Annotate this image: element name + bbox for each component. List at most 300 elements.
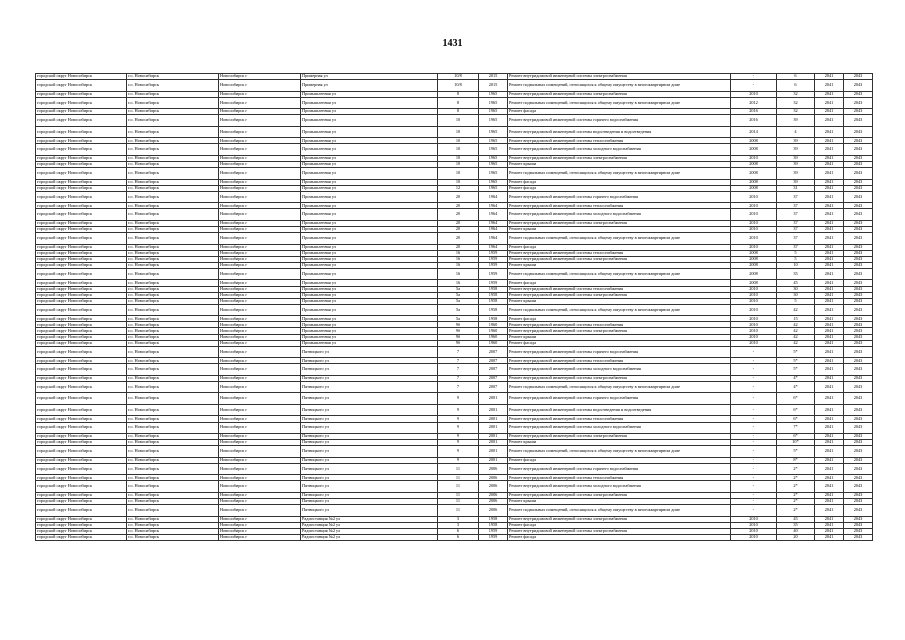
- cell-period-end: 2043: [844, 463, 873, 475]
- cell-period-start: 2041: [815, 457, 844, 463]
- cell-municipality: г.о. Новосибирск: [127, 144, 219, 156]
- cell-year-built: 2006: [479, 499, 508, 505]
- cell-period-end: 2043: [844, 256, 873, 262]
- cell-planned-year: 2008: [731, 250, 777, 256]
- cell-district: городской округ Новосибирск: [36, 250, 127, 256]
- cell-floors: 2*: [777, 463, 815, 475]
- cell-street: Примерная ул: [301, 74, 438, 80]
- cell-year-built: 1964: [479, 233, 508, 245]
- cell-locality: Новосибирск г: [219, 168, 301, 180]
- table-row: [36, 446, 873, 458]
- cell-floors: 32: [777, 97, 815, 109]
- cell-district: городской округ Новосибирск: [36, 522, 127, 528]
- cell-locality: Новосибирск г: [219, 334, 301, 340]
- cell-planned-year: -: [731, 375, 777, 381]
- cell-municipality: г.о. Новосибирск: [127, 74, 219, 80]
- cell-locality: Новосибирск г: [219, 416, 301, 422]
- cell-period-start: 2041: [815, 268, 844, 280]
- cell-municipality: г.о. Новосибирск: [127, 358, 219, 364]
- cell-locality: Новосибирск г: [219, 126, 301, 138]
- cell-house: 10: [438, 115, 479, 127]
- cell-work-type: Ремонт внутридомовой инженерной системы электроснабжения: [508, 256, 731, 262]
- cell-period-start: 2041: [815, 375, 844, 381]
- cell-district: городской округ Новосибирск: [36, 475, 127, 481]
- cell-year-built: 1959: [479, 534, 508, 540]
- cell-street: Пятницкого ул: [301, 463, 438, 475]
- cell-year-built: 1959: [479, 250, 508, 256]
- cell-floors: 37: [777, 203, 815, 209]
- cell-house: 20: [438, 233, 479, 245]
- cell-period-start: 2041: [815, 262, 844, 268]
- cell-work-type: Ремонт внутридомовой инженерной системы горячего водоснабжения: [508, 191, 731, 203]
- cell-house: 10: [438, 126, 479, 138]
- cell-locality: Новосибирск г: [219, 185, 301, 191]
- table-row: [36, 80, 873, 92]
- cell-planned-year: -: [731, 446, 777, 458]
- cell-locality: Новосибирск г: [219, 304, 301, 316]
- cell-municipality: г.о. Новосибирск: [127, 250, 219, 256]
- cell-municipality: г.о. Новосибирск: [127, 457, 219, 463]
- cell-municipality: г.о. Новосибирск: [127, 226, 219, 232]
- cell-planned-year: 2008: [731, 262, 777, 268]
- cell-municipality: г.о. Новосибирск: [127, 393, 219, 405]
- cell-house: 9: [438, 393, 479, 405]
- cell-street: Пятницкого ул: [301, 375, 438, 381]
- cell-year-built: 1964: [479, 226, 508, 232]
- cell-district: городской округ Новосибирск: [36, 334, 127, 340]
- cell-planned-year: 2010: [731, 340, 777, 346]
- cell-period-end: 2043: [844, 155, 873, 161]
- cell-floors: 6: [777, 80, 815, 92]
- cell-planned-year: -: [731, 74, 777, 80]
- cell-floors: 35: [777, 268, 815, 280]
- cell-floors: 2*: [777, 481, 815, 493]
- cell-municipality: г.о. Новосибирск: [127, 268, 219, 280]
- cell-street: Промышленная ул: [301, 334, 438, 340]
- cell-planned-year: 2010: [731, 244, 777, 250]
- cell-district: городской округ Новосибирск: [36, 292, 127, 298]
- cell-planned-year: -: [731, 499, 777, 505]
- cell-floors: 37: [777, 244, 815, 250]
- page-number: 1431: [442, 38, 463, 49]
- cell-locality: Новосибирск г: [219, 457, 301, 463]
- cell-locality: Новосибирск г: [219, 262, 301, 268]
- cell-period-start: 2041: [815, 109, 844, 115]
- cell-municipality: г.о. Новосибирск: [127, 322, 219, 328]
- cell-house: 16: [438, 280, 479, 286]
- cell-district: городской округ Новосибирск: [36, 516, 127, 522]
- cell-district: городской округ Новосибирск: [36, 209, 127, 221]
- cell-floors: 5*: [777, 358, 815, 364]
- cell-year-built: 2006: [479, 492, 508, 498]
- cell-locality: Новосибирск г: [219, 516, 301, 522]
- cell-floors: 42: [777, 340, 815, 346]
- cell-planned-year: 2010: [731, 233, 777, 245]
- table-row: [36, 346, 873, 358]
- cell-work-type: Ремонт подвальных помещений, относящихся к общему имуществу в многоквартирном доме: [508, 304, 731, 316]
- cell-planned-year: -: [731, 457, 777, 463]
- cell-planned-year: 2010: [731, 155, 777, 161]
- cell-district: городской округ Новосибирск: [36, 168, 127, 180]
- cell-floors: 5*: [777, 346, 815, 358]
- cell-locality: Новосибирск г: [219, 244, 301, 250]
- cell-period-end: 2043: [844, 528, 873, 534]
- cell-year-built: 1958: [479, 286, 508, 292]
- cell-house: 9: [438, 416, 479, 422]
- cell-work-type: Ремонт фасада: [508, 244, 731, 250]
- cell-period-end: 2043: [844, 499, 873, 505]
- cell-locality: Новосибирск г: [219, 226, 301, 232]
- table-row: [36, 191, 873, 203]
- cell-work-type: Ремонт крыши: [508, 298, 731, 304]
- cell-locality: Новосибирск г: [219, 522, 301, 528]
- cell-floors: 39: [777, 161, 815, 167]
- cell-house: 7: [438, 381, 479, 393]
- cell-floors: 8*: [777, 457, 815, 463]
- cell-period-end: 2043: [844, 434, 873, 440]
- cell-floors: 32: [777, 109, 815, 115]
- cell-planned-year: 2010: [731, 220, 777, 226]
- table-row: [36, 97, 873, 109]
- cell-planned-year: -: [731, 492, 777, 498]
- cell-planned-year: 2010: [731, 328, 777, 334]
- cell-district: городской округ Новосибирск: [36, 109, 127, 115]
- cell-period-end: 2043: [844, 358, 873, 364]
- cell-street: Промышленная ул: [301, 286, 438, 292]
- cell-street: Промышленная ул: [301, 280, 438, 286]
- cell-house: 9б: [438, 340, 479, 346]
- cell-work-type: Ремонт внутридомовой инженерной системы электроснабжения: [508, 91, 731, 97]
- cell-floors: 6*: [777, 404, 815, 416]
- cell-street: Промышленная ул: [301, 322, 438, 328]
- cell-period-end: 2043: [844, 322, 873, 328]
- cell-municipality: г.о. Новосибирск: [127, 316, 219, 322]
- cell-year-built: 1965: [479, 109, 508, 115]
- cell-house: 16: [438, 262, 479, 268]
- cell-municipality: г.о. Новосибирск: [127, 209, 219, 221]
- cell-district: городской округ Новосибирск: [36, 534, 127, 540]
- cell-work-type: Ремонт внутридомовой инженерной системы теплоснабжения: [508, 475, 731, 481]
- cell-street: Пятницкого ул: [301, 446, 438, 458]
- cell-year-built: 2001: [479, 434, 508, 440]
- cell-locality: Новосибирск г: [219, 191, 301, 203]
- cell-period-start: 2041: [815, 434, 844, 440]
- cell-district: городской округ Новосибирск: [36, 340, 127, 346]
- cell-municipality: г.о. Новосибирск: [127, 346, 219, 358]
- cell-work-type: Ремонт фасада: [508, 522, 731, 528]
- cell-period-start: 2041: [815, 358, 844, 364]
- cell-district: городской округ Новосибирск: [36, 91, 127, 97]
- cell-planned-year: 2010: [731, 292, 777, 298]
- cell-period-start: 2041: [815, 334, 844, 340]
- cell-period-start: 2041: [815, 364, 844, 376]
- cell-period-end: 2043: [844, 334, 873, 340]
- cell-planned-year: -: [731, 463, 777, 475]
- cell-street: Промышленная ул: [301, 109, 438, 115]
- cell-work-type: Ремонт фасада: [508, 340, 731, 346]
- cell-period-end: 2043: [844, 144, 873, 156]
- cell-period-end: 2043: [844, 381, 873, 393]
- table-row: [36, 268, 873, 280]
- cell-planned-year: -: [731, 475, 777, 481]
- cell-street: Пятницкого ул: [301, 434, 438, 440]
- cell-house: 9: [438, 446, 479, 458]
- cell-planned-year: 2010: [731, 534, 777, 540]
- cell-locality: Новосибирск г: [219, 144, 301, 156]
- cell-period-end: 2043: [844, 304, 873, 316]
- cell-district: городской округ Новосибирск: [36, 226, 127, 232]
- cell-house: 11: [438, 463, 479, 475]
- cell-floors: 39: [777, 179, 815, 185]
- cell-work-type: Ремонт внутридомовой инженерной системы электроснабжения: [508, 516, 731, 522]
- cell-district: городской округ Новосибирск: [36, 97, 127, 109]
- cell-house: 9: [438, 434, 479, 440]
- cell-work-type: Ремонт крыши: [508, 440, 731, 446]
- cell-street: Промышленная ул: [301, 209, 438, 221]
- cell-planned-year: 2008: [731, 138, 777, 144]
- cell-work-type: Ремонт подвальных помещений, относящихся к общему имуществу в многоквартирном доме: [508, 233, 731, 245]
- cell-floors: 39: [777, 168, 815, 180]
- cell-planned-year: -: [731, 422, 777, 434]
- cell-year-built: 2007: [479, 364, 508, 376]
- cell-period-end: 2043: [844, 203, 873, 209]
- cell-district: городской округ Новосибирск: [36, 364, 127, 376]
- cell-period-end: 2043: [844, 416, 873, 422]
- cell-municipality: г.о. Новосибирск: [127, 304, 219, 316]
- cell-locality: Новосибирск г: [219, 316, 301, 322]
- cell-period-start: 2041: [815, 250, 844, 256]
- cell-district: городской округ Новосибирск: [36, 434, 127, 440]
- cell-municipality: г.о. Новосибирск: [127, 505, 219, 517]
- cell-planned-year: -: [731, 440, 777, 446]
- cell-year-built: 2007: [479, 375, 508, 381]
- cell-municipality: г.о. Новосибирск: [127, 446, 219, 458]
- cell-locality: Новосибирск г: [219, 346, 301, 358]
- cell-locality: Новосибирск г: [219, 268, 301, 280]
- cell-district: городской округ Новосибирск: [36, 440, 127, 446]
- cell-period-start: 2041: [815, 144, 844, 156]
- cell-municipality: г.о. Новосибирск: [127, 422, 219, 434]
- cell-street: Промышленная ул: [301, 144, 438, 156]
- cell-street: Промышленная ул: [301, 138, 438, 144]
- cell-municipality: г.о. Новосибирск: [127, 109, 219, 115]
- cell-locality: Новосибирск г: [219, 292, 301, 298]
- cell-municipality: г.о. Новосибирск: [127, 434, 219, 440]
- cell-street: Промышленная ул: [301, 185, 438, 191]
- cell-district: городской округ Новосибирск: [36, 457, 127, 463]
- cell-district: городской округ Новосибирск: [36, 155, 127, 161]
- cell-house: 7: [438, 346, 479, 358]
- cell-district: городской округ Новосибирск: [36, 280, 127, 286]
- cell-work-type: Ремонт внутридомовой инженерной системы электроснабжения: [508, 492, 731, 498]
- cell-work-type: Ремонт крыши: [508, 499, 731, 505]
- cell-house: 11: [438, 481, 479, 493]
- cell-period-start: 2041: [815, 534, 844, 540]
- cell-work-type: Ремонт внутридомовой инженерной системы холодного водоснабжения: [508, 364, 731, 376]
- cell-street: Промышленная ул: [301, 161, 438, 167]
- cell-work-type: Ремонт подвальных помещений, относящихся к общему имуществу в многоквартирном доме: [508, 446, 731, 458]
- cell-period-start: 2041: [815, 505, 844, 517]
- cell-period-end: 2043: [844, 328, 873, 334]
- cell-house: 11: [438, 499, 479, 505]
- cell-floors: 2*: [777, 505, 815, 517]
- cell-year-built: 2007: [479, 346, 508, 358]
- cell-municipality: г.о. Новосибирск: [127, 416, 219, 422]
- cell-work-type: Ремонт внутридомовой инженерной системы водоотведения и водоотведения: [508, 404, 731, 416]
- cell-street: Промышленная ул: [301, 298, 438, 304]
- cell-period-start: 2041: [815, 280, 844, 286]
- cell-period-start: 2041: [815, 233, 844, 245]
- cell-house: 9: [438, 457, 479, 463]
- cell-street: Промышленная ул: [301, 244, 438, 250]
- cell-municipality: г.о. Новосибирск: [127, 516, 219, 522]
- cell-locality: Новосибирск г: [219, 109, 301, 115]
- cell-municipality: г.о. Новосибирск: [127, 203, 219, 209]
- cell-street: Пятницкого ул: [301, 422, 438, 434]
- cell-period-end: 2043: [844, 516, 873, 522]
- cell-period-start: 2041: [815, 516, 844, 522]
- cell-municipality: г.о. Новосибирск: [127, 463, 219, 475]
- cell-period-end: 2043: [844, 161, 873, 167]
- cell-house: 7: [438, 375, 479, 381]
- cell-planned-year: 2010: [731, 334, 777, 340]
- cell-house: 16: [438, 256, 479, 262]
- cell-year-built: 2001: [479, 440, 508, 446]
- cell-locality: Новосибирск г: [219, 209, 301, 221]
- cell-period-start: 2041: [815, 499, 844, 505]
- cell-period-end: 2043: [844, 457, 873, 463]
- cell-district: городской округ Новосибирск: [36, 191, 127, 203]
- table-row: [36, 422, 873, 434]
- cell-work-type: Ремонт фасада: [508, 179, 731, 185]
- cell-floors: 35: [777, 522, 815, 528]
- cell-period-end: 2043: [844, 481, 873, 493]
- cell-period-start: 2041: [815, 168, 844, 180]
- cell-year-built: 1964: [479, 191, 508, 203]
- cell-planned-year: 2010: [731, 203, 777, 209]
- cell-street: Примерная ул: [301, 80, 438, 92]
- cell-period-end: 2043: [844, 220, 873, 226]
- cell-house: 9б: [438, 334, 479, 340]
- cell-year-built: 2001: [479, 457, 508, 463]
- cell-period-start: 2041: [815, 155, 844, 161]
- cell-planned-year: 2012: [731, 97, 777, 109]
- cell-municipality: г.о. Новосибирск: [127, 168, 219, 180]
- cell-year-built: 2006: [479, 505, 508, 517]
- cell-year-built: 1959: [479, 256, 508, 262]
- cell-locality: Новосибирск г: [219, 138, 301, 144]
- cell-work-type: Ремонт внутридомовой инженерной системы холодного водоснабжения: [508, 481, 731, 493]
- cell-house: 9: [438, 440, 479, 446]
- cell-street: Пятницкого ул: [301, 505, 438, 517]
- cell-district: городской округ Новосибирск: [36, 203, 127, 209]
- cell-floors: 4*: [777, 381, 815, 393]
- cell-planned-year: 2016: [731, 109, 777, 115]
- cell-planned-year: -: [731, 364, 777, 376]
- cell-year-built: 1965: [479, 179, 508, 185]
- cell-house: 3: [438, 522, 479, 528]
- cell-year-built: 2001: [479, 422, 508, 434]
- cell-house: 12: [438, 185, 479, 191]
- cell-year-built: 1958: [479, 316, 508, 322]
- table-body: [36, 74, 873, 541]
- cell-period-start: 2041: [815, 209, 844, 221]
- cell-locality: Новосибирск г: [219, 298, 301, 304]
- cell-locality: Новосибирск г: [219, 422, 301, 434]
- cell-planned-year: -: [731, 80, 777, 92]
- cell-street: Промышленная ул: [301, 168, 438, 180]
- cell-street: Пятницкого ул: [301, 381, 438, 393]
- cell-year-built: 1960: [479, 322, 508, 328]
- cell-year-built: 2007: [479, 381, 508, 393]
- cell-house: 8: [438, 109, 479, 115]
- cell-street: Промышленная ул: [301, 340, 438, 346]
- cell-municipality: г.о. Новосибирск: [127, 534, 219, 540]
- cell-municipality: г.о. Новосибирск: [127, 328, 219, 334]
- cell-street: Пятницкого ул: [301, 364, 438, 376]
- cell-municipality: г.о. Новосибирск: [127, 286, 219, 292]
- cell-street: Радиостанция №2 ул: [301, 528, 438, 534]
- cell-work-type: Ремонт внутридомовой инженерной системы электроснабжения: [508, 292, 731, 298]
- cell-planned-year: 2008: [731, 144, 777, 156]
- cell-year-built: 2015: [479, 74, 508, 80]
- cell-locality: Новосибирск г: [219, 97, 301, 109]
- cell-floors: 39: [777, 155, 815, 161]
- cell-locality: Новосибирск г: [219, 381, 301, 393]
- cell-year-built: 2001: [479, 393, 508, 405]
- cell-locality: Новосибирск г: [219, 440, 301, 446]
- cell-house: 10/8: [438, 80, 479, 92]
- cell-floors: 5: [777, 298, 815, 304]
- cell-house: 8: [438, 97, 479, 109]
- cell-street: Пятницкого ул: [301, 416, 438, 422]
- cell-work-type: Ремонт внутридомовой инженерной системы холодного водоснабжения: [508, 144, 731, 156]
- cell-planned-year: -: [731, 434, 777, 440]
- cell-planned-year: 2008: [731, 268, 777, 280]
- cell-period-end: 2043: [844, 80, 873, 92]
- cell-street: Промышленная ул: [301, 233, 438, 245]
- cell-street: Промышленная ул: [301, 191, 438, 203]
- cell-street: Радиостанция №2 ул: [301, 534, 438, 540]
- cell-period-end: 2043: [844, 298, 873, 304]
- cell-year-built: 1959: [479, 280, 508, 286]
- cell-period-end: 2043: [844, 505, 873, 517]
- cell-planned-year: -: [731, 381, 777, 393]
- cell-municipality: г.о. Новосибирск: [127, 155, 219, 161]
- cell-street: Пятницкого ул: [301, 499, 438, 505]
- cell-district: городской округ Новосибирск: [36, 161, 127, 167]
- cell-street: Промышленная ул: [301, 262, 438, 268]
- cell-work-type: Ремонт фасада: [508, 109, 731, 115]
- table-row: [36, 364, 873, 376]
- cell-street: Пятницкого ул: [301, 358, 438, 364]
- cell-municipality: г.о. Новосибирск: [127, 375, 219, 381]
- cell-work-type: Ремонт внутридомовой инженерной системы электроснабжения: [508, 528, 731, 534]
- cell-district: городской округ Новосибирск: [36, 126, 127, 138]
- cell-period-end: 2043: [844, 138, 873, 144]
- cell-period-end: 2043: [844, 191, 873, 203]
- cell-period-start: 2041: [815, 346, 844, 358]
- cell-period-end: 2043: [844, 185, 873, 191]
- cell-period-end: 2043: [844, 475, 873, 481]
- cell-municipality: г.о. Новосибирск: [127, 292, 219, 298]
- cell-locality: Новосибирск г: [219, 74, 301, 80]
- cell-floors: 10*: [777, 440, 815, 446]
- cell-house: 9: [438, 422, 479, 434]
- cell-district: городской округ Новосибирск: [36, 138, 127, 144]
- cell-district: городской округ Новосибирск: [36, 304, 127, 316]
- cell-work-type: Ремонт внутридомовой инженерной системы водоотведения и водоотведения: [508, 126, 731, 138]
